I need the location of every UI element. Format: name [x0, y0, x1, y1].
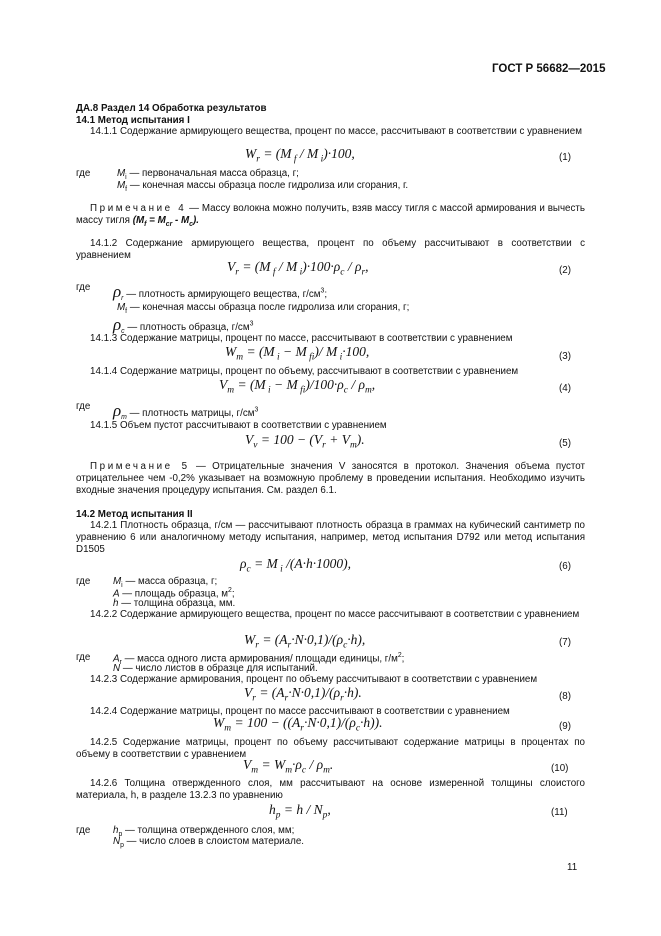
- def-mi: $M_i$ — первоначальная масса образца, г;: [117, 168, 299, 181]
- def-mf-2: $M_f$ — конечная массы образца после гидролиза или сгорания, г;: [117, 302, 410, 315]
- equation-10: $V_m = W_m\cdot\rho_c / \rho_m$.: [243, 757, 334, 776]
- para-14-1-4: 14.1.4 Содержание матрицы, процент по объему, рассчитывают в соответствии с уравнением: [90, 366, 519, 377]
- def-rho-c: $\rho_c$ — плотность образца, $г/см^3$: [113, 315, 254, 335]
- equation-7: $W_r = (A_r\cdot N\cdot 0,1)/(\rho_c\cdot h)$,: [244, 632, 366, 651]
- equation-1: $W_r = (M$ $_f$ / M $_i$)·100,: [245, 146, 355, 165]
- equation-8: $V_r = (A_r\cdot N\cdot 0,1)/(\rho_r\cdot h)$.: [244, 685, 362, 704]
- equation-8-number: (8): [559, 691, 571, 702]
- note-4-label: Примечание 4: [90, 203, 187, 214]
- document-id: ГОСТ Р 56682—2015: [492, 63, 606, 75]
- def-hp-text: — толщина отвержденного слоя, мм;: [125, 825, 295, 836]
- para-14-2-5: 14.2.5 Содержание матрицы, процент по объему рассчитывают содержание матрицы в процентах по объему в соответствии с уравнением: [76, 737, 585, 760]
- def-mf-text: — конечная массы образца после гидролиза или сгорания, г.: [129, 180, 409, 191]
- equation-2: $V_r = (M$ $_f$ / M $_i)\cdot 100\cdot\rho_c / \rho_r$,: [227, 259, 369, 278]
- para-14-2-3: 14.2.3 Содержание армирования, процент по объему рассчитывают в соответствии с уравнением: [90, 674, 538, 685]
- def-rho-m: $\rho_m$ — плотность матрицы, $г/см^3$: [113, 401, 259, 421]
- equation-3-number: (3): [559, 351, 571, 362]
- where-label-3: где: [76, 401, 91, 412]
- def-n: N — число листов в образце для испытаний.: [113, 663, 318, 674]
- where-label-2: где: [76, 282, 91, 293]
- note-5-label: Примечание 5: [90, 461, 190, 472]
- equation-5: $V_v = 100 - (V_r + V_m)$.: [245, 432, 365, 451]
- section-title: ДА.8 Раздел 14 Обработка результатов: [76, 103, 267, 114]
- where-label-4: где: [76, 576, 91, 587]
- where-label-6: где: [76, 825, 91, 836]
- para-14-1-2: 14.1.2 Содержание армирующего вещества, процент по объему рассчитывают в соответствии с уравнением: [76, 238, 585, 261]
- def-mi-2-text: — масса образца, г;: [125, 576, 218, 587]
- method-2-title: 14.2 Метод испытания II: [76, 509, 193, 520]
- equation-6: $\rho_c = M$ $_i$ /(A·h·1000),: [240, 556, 352, 575]
- equation-11: $h_p = h / N_p$,: [269, 802, 331, 821]
- equation-9: $W_m = 100 - ((A_r\cdot N\cdot 0,1)/(\rho_c\cdot h))$.: [213, 715, 383, 734]
- note-5-text: — Отрицательные значения V заносятся в протокол. Значения объема пустот отрицательнее чем -0,2% указывает на возможную проблему в проведении испытания. Необходимо изучить входные значения процедуру испытания. См. раздел 6.1.: [76, 461, 585, 496]
- equation-2-number: (2): [559, 265, 571, 276]
- def-rho-m-text: — плотность матрицы, г/см: [129, 408, 255, 419]
- equation-1-number: (1): [559, 152, 571, 163]
- equation-3: $W_m = (M$ $_i$ − M $_{fi}$)/ M $_i$·100,: [225, 344, 370, 363]
- page-number: 11: [567, 862, 578, 873]
- note-4-text: — Массу волокна можно получить, взяв массу тигля с массой армирования и вычесть массу тигля: [76, 203, 585, 226]
- para-14-1-1: 14.1.1 Содержание армирующего вещества, процент по массе, рассчитывают в соответствии с уравнением: [90, 126, 582, 137]
- equation-6-number: (6): [559, 561, 571, 572]
- def-h-text: — толщина образца, мм.: [121, 598, 236, 609]
- def-rho-r: $\rho_r$ — плотность армирующего вещества, $г/см^3$;: [113, 282, 328, 302]
- def-h: h — толщина образца, мм.: [113, 598, 236, 609]
- equation-4-number: (4): [559, 383, 571, 394]
- def-mf: $M_f$ — конечная массы образца после гидролиза или сгорания, г.: [117, 180, 409, 193]
- equation-10-number: (10): [551, 763, 569, 774]
- para-14-1-5: 14.1.5 Объем пустот рассчитывают в соответствии с уравнением: [90, 420, 387, 431]
- def-a: A — площадь образца, $м^2$;: [113, 587, 235, 600]
- def-ar-text: — масса одного листа армирования/ площади единицы, г/м: [124, 653, 398, 665]
- def-a-text: — площадь образца, м: [122, 588, 229, 600]
- note-5: [76, 461, 585, 497]
- where-label-5: где: [76, 652, 91, 663]
- def-np-text: — число слоев в слоистом материале.: [126, 836, 304, 847]
- def-n-text: — число листов в образце для испытаний.: [122, 663, 318, 674]
- def-mi-text: — первоначальная масса образца, г;: [129, 168, 299, 179]
- para-14-2-2: 14.2.2 Содержание армирующего вещества, процент по массе рассчитывают в соответствии с уравнением: [90, 609, 580, 620]
- def-ar: $A_r$ — масса одного листа армирования/ площади единицы, $г/м^2$;: [113, 652, 405, 667]
- method-1-title: 14.1 Метод испытания I: [76, 115, 190, 126]
- def-mf-2-text: — конечная массы образца после гидролиза или сгорания, г;: [129, 302, 410, 313]
- def-hp: $h_p$ — толщина отвержденного слоя, мм;: [113, 825, 295, 838]
- note-4: Примечание 4 — Массу волокна можно получить, взяв массу тигля с массой армирования и вычесть массу тигля $(M_f = M_{cr} - M_c)$.: [76, 203, 585, 228]
- para-14-2-4: 14.2.4 Содержание матрицы, процент по массе рассчитывают в соответствии с уравнением: [90, 706, 510, 717]
- where-label: где: [76, 168, 91, 179]
- equation-7-number: (7): [559, 637, 571, 648]
- def-rho-r-text: — плотность армирующего вещества, г/см: [126, 289, 321, 300]
- equation-4: $V_m = (M$ $_i$ − M $_{fi})/100\cdot\rho_c / \rho_m$,: [219, 377, 376, 396]
- def-rho-c-text: — плотность образца, г/см: [127, 322, 250, 333]
- def-mi-2: $M_i$ — масса образца, г;: [113, 576, 218, 589]
- para-14-2-6: 14.2.6 Толщина отвержденного слоя, мм рассчитывают на основе измеренной толщины слоистого материала, h, в разделе 13.2.3 по уравнению: [76, 778, 585, 801]
- equation-5-number: (5): [559, 438, 571, 449]
- para-14-1-3: 14.1.3 Содержание матрицы, процент по массе, рассчитывают в соответствии с уравнением: [90, 333, 513, 344]
- equation-9-number: (9): [559, 721, 571, 732]
- para-14-2-1: 14.2.1 Плотность образца, г/см — рассчитывают плотность образца в граммах на кубический сантиметр по уравнению 6 или аналогичному методу испытания, например, метод испытания D792 или метод испытания D1505: [76, 520, 585, 555]
- equation-11-number: (11): [551, 807, 568, 818]
- def-np: $N_p$ — число слоев в слоистом материале.: [113, 836, 304, 849]
